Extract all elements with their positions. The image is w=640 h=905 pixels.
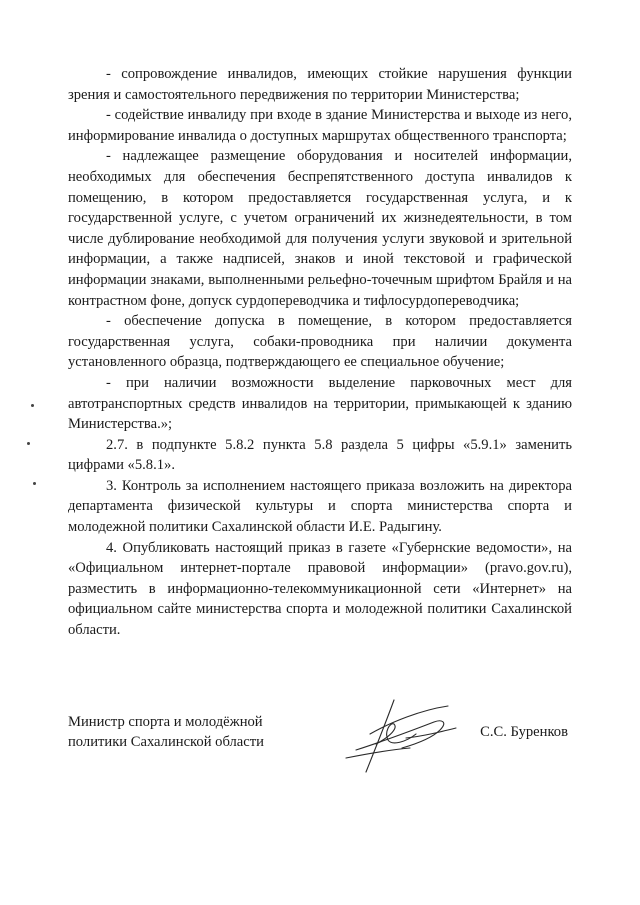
signatory-position	[68, 712, 308, 752]
margin-speck	[27, 442, 30, 445]
handwritten-signature-icon	[336, 692, 476, 782]
paragraph-guide-dog-access: - обеспечение допуска в помещение, в котором предоставляется государственная услуга, собаки-проводника при наличии документа установленного образца, подтверждающего ее специальное обучение;	[68, 313, 572, 371]
paragraph-accompaniment: - сопровождение инвалидов, имеющих стойкие нарушения функции зрения и самостоятельного передвижения по территории Министерства;	[68, 66, 572, 103]
paragraph-parking: - при наличии возможности выделение парковочных мест для автотранспортных средств инвалидов на территории, примыкающей к зданию Министерства.»;	[68, 374, 572, 433]
paragraph-item-4-publication: 4. Опубликовать настоящий приказ в газете «Губернские ведомости», на «Официальном интернет-портале правовой информации» (pravo.gov.ru), разместить в информационно-телекоммуникационной сети «Интернет» на официальном сайте министерства спорта и молодежной политики Сахалинской области.	[68, 539, 572, 639]
document-body	[68, 64, 572, 641]
paragraph-equipment-placement: - надлежащее размещение оборудования и носителей информации, необходимых для обеспечения беспрепятственного доступа инвалидов к помещению, в котором предоставляется государственная услуга, и к государственной услуге, с учетом ограничений их жизнедеятельности, в том числе дублирование необходимой для получения услуги звуковой и зрительной информации, а также надписей, знаков и иной текстовой и графической информации знаками, выполненными рельефно-точечным шрифтом Брайля и на контрастном фоне, допуск сурдопереводчика и тифлосурдопереводчика;	[68, 148, 572, 309]
paragraph-item-3-control: 3. Контроль за исполнением настоящего приказа возложить на директора департамента физической культуры и спорта министерства спорта и молодежной политики Сахалинской области И.Е. Радыгину.	[68, 477, 572, 536]
signatory-name: С.С. Буренков	[480, 724, 568, 740]
margin-speck	[31, 404, 34, 407]
paragraph-item-2-7: 2.7. в подпункте 5.8.2 пункта 5.8 раздела 5 цифры «5.9.1» заменить цифрами «5.8.1».	[68, 436, 572, 474]
margin-speck	[33, 482, 36, 485]
signatory-position-line-2: политики Сахалинской области	[68, 734, 264, 750]
paragraph-entry-assistance: - содействие инвалиду при входе в здание Министерства и выходе из него, информирование инвалида о доступных маршрутах общественного транспорта;	[68, 107, 572, 144]
signatory-position-line-1: Министр спорта и молодёжной	[68, 714, 263, 730]
signature-block	[68, 712, 572, 802]
